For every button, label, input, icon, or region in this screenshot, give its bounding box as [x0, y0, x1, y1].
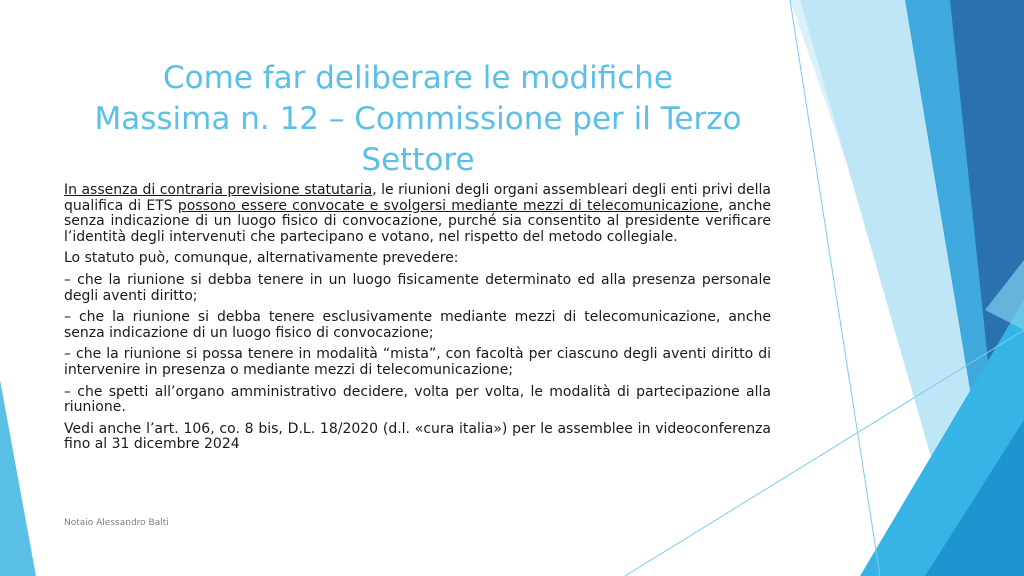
intro-underlined-2: possono essere convocate e svolgersi mediante mezzi di telecomunicazione: [177, 197, 719, 214]
paragraph-statute: Lo statuto può, comunque, alternativamente prevedere:: [64, 250, 459, 267]
bullet-option-4: – che spetti all’organo amministrativo decidere, volta per volta, le modalità di partecipazione alla riunione.: [64, 383, 771, 416]
intro-paragraph: [64, 183, 771, 245]
title-line-2: Massima n. 12 – Commissione per il Terzo: [94, 101, 742, 137]
intro-underlined-1: In assenza di contraria previsione statutaria: [64, 182, 373, 198]
paragraph-reference: Vedi anche l’art. 106, co. 8 bis, D.L. 18/2020 (d.l. «cura italia») per le assemblee in videoconferenza fino al 31 dicembre 2024: [64, 420, 771, 453]
slide-title: [60, 58, 776, 181]
deco-left-triangle: [0, 380, 36, 576]
bullet-option-2: – che la riunione si debba tenere esclusivamente mediante mezzi di telecomunicazione, anche senza indicazione di un luogo fisico di convocazione;: [64, 309, 771, 341]
intro-text-2: , anche senza indicazione di un luogo fisico di convocazione, purché sia consentito al presidente verificare l’identità degli intervenuti che partecipano e votano, nel rispetto del metodo collegiale.: [64, 197, 771, 245]
title-line-1: Come far deliberare le modifiche: [163, 60, 673, 96]
bullet-option-1: – che la riunione si debba tenere in un luogo fisicamente determinato ed alla presenza personale degli aventi diritto;: [64, 271, 771, 304]
bullet-option-3: – che la riunione si possa tenere in modalità “mista”, con facoltà per ciascuno degli aventi diritto di intervenire in presenza o mediante mezzi di telecomunicazione;: [64, 346, 771, 378]
intro-text-1: , le riunioni degli organi assembleari degli enti privi della qualifica di ETS: [64, 182, 772, 214]
footer-author: Notaio Alessandro Balti: [64, 518, 169, 528]
title-line-3: Settore: [361, 142, 475, 178]
slide-body: [64, 183, 771, 459]
